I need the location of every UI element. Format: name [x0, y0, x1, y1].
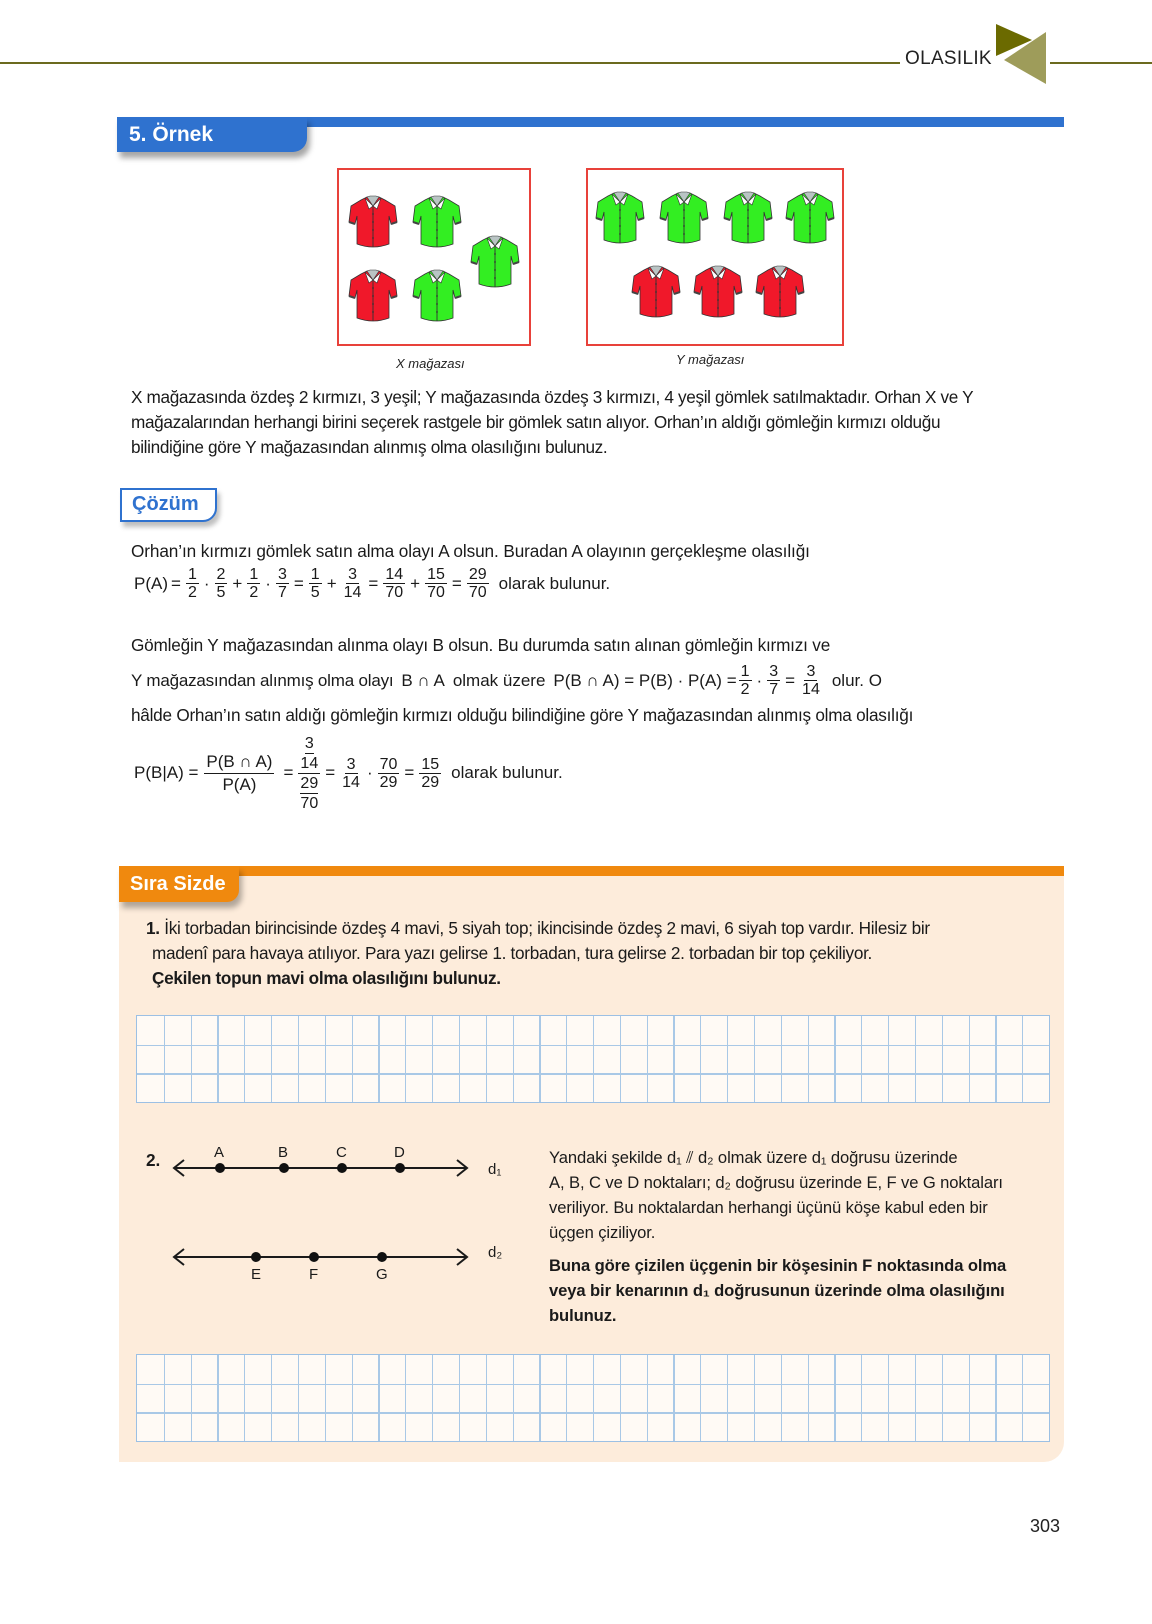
grid-line [942, 1016, 943, 1102]
fraction: $\frac{1}{2}$ [740, 663, 750, 698]
question-number: 1. [146, 918, 160, 938]
grid-line [942, 1355, 943, 1441]
point-d [395, 1163, 405, 1173]
line-d1 [174, 1145, 501, 1178]
grid-line [298, 1016, 299, 1102]
eq1-suffix: olarak bulunur. [498, 573, 611, 593]
event-ba: B ∩ A [401, 670, 445, 690]
grid-line [325, 1355, 326, 1441]
example-question [131, 385, 1061, 460]
grid-line [378, 1016, 379, 1102]
fraction: $\frac{15}{70}$ [427, 566, 445, 601]
fraction: $\frac{3}{7}$ [769, 663, 779, 698]
eq2-suffix: olur. O [831, 670, 882, 690]
grid-line [647, 1355, 648, 1441]
store-x-image [337, 168, 531, 346]
grid-line [539, 1016, 540, 1102]
grid-line [861, 1355, 862, 1441]
grid-line [620, 1016, 621, 1102]
grid-line [244, 1355, 245, 1441]
label-d1: d₁ [488, 1161, 502, 1178]
green-shirt-icon [722, 190, 774, 246]
grid-line [915, 1016, 916, 1102]
eq3-suffix: olarak bulunur. [451, 763, 563, 782]
grid-line [1022, 1355, 1023, 1441]
store-y-caption: Y mağazası [676, 352, 745, 367]
grid-line [459, 1355, 460, 1441]
grid-line [700, 1355, 701, 1441]
fraction: $\frac{1}{5}$ [310, 566, 320, 601]
red-shirt-icon [692, 264, 744, 320]
green-shirt-icon [469, 234, 521, 290]
grid-line [673, 1355, 674, 1441]
label-a: A [214, 1145, 225, 1161]
fraction: $\frac{3}{7}$ [277, 566, 287, 601]
answer-grid-1[interactable] [136, 1015, 1050, 1103]
point-e [251, 1252, 261, 1262]
grid-line [888, 1355, 889, 1441]
label-d2: d₂ [488, 1244, 503, 1261]
green-shirt-icon [658, 190, 710, 246]
grid-line [378, 1355, 379, 1441]
fraction: $\frac{1}{2}$ [187, 566, 197, 601]
equation-pa: P(A) = $\frac{1}{2}$ · $\frac{2}{5}$ + $\frac{1}{2}$ · $\frac{3}{7}$ = $\frac{1}{5}$ + $\frac{3}{14}$ = $\frac{14}{70}$ + $\frac{15}{70}$ = $\frac{29}{70}$ olarak bulunur. [134, 566, 611, 601]
grid-line [1022, 1016, 1023, 1102]
practice-question-1: 1. İki torbadan birincisinde özdeş 4 mavi, 5 siyah top; ikincisinde özdeş 2 mavi, 6 siyah top vardır. Hilesiz bir madenî para havaya atılıyor. Para yazı gelirse 1. torbadan, tura gelirse 2. torbadan bir top çekiliyor. Çekilen topun mavi olma olasılığını bulunuz. [146, 918, 930, 988]
page-number: 303 [1030, 1516, 1061, 1536]
grid-line [137, 1073, 1049, 1075]
grid-line [808, 1016, 809, 1102]
store-x-caption: X mağazası [396, 356, 465, 371]
fraction-main: $\frac{P(B \cap A)}{P(A)}$ [206, 751, 273, 794]
question-line: mağazalarından herhangi birini seçerek rastgele bir gömlek satın alıyor. Orhan’ın aldığı gömleğin kırmızı olduğu [131, 412, 941, 432]
grid-line [781, 1355, 782, 1441]
question-line: X mağazasında özdeş 2 kırmızı, 3 yeşil; Y mağazasında özdeş 3 kırmızı, 4 yeşil gömlek satılmaktadır. Orhan X ve Y [131, 387, 974, 407]
grid-line [137, 1412, 1049, 1414]
label-g: G [376, 1266, 388, 1283]
grid-line [969, 1355, 970, 1441]
eq2-lhs: P(B ∩ A) = P(B) · P(A) = [553, 670, 737, 690]
line-d2 [174, 1244, 502, 1283]
line3-mid: olmak üzere [452, 670, 546, 690]
answer-grid-2[interactable] [136, 1354, 1050, 1442]
grid-line [834, 1355, 835, 1441]
point-b [279, 1163, 289, 1173]
label-d: D [394, 1145, 405, 1161]
grid-line [915, 1355, 916, 1441]
label-c: C [336, 1145, 347, 1161]
grid-line [566, 1016, 567, 1102]
grid-line [673, 1016, 674, 1102]
eq1-lhs: P(A) [134, 573, 168, 593]
grid-line [352, 1016, 353, 1102]
fraction: $\frac{14}{70}$ [385, 566, 404, 601]
point-c [337, 1163, 347, 1173]
fraction: $\frac{1}{2}$ [249, 566, 259, 601]
grid-line [486, 1016, 487, 1102]
grid-line [620, 1355, 621, 1441]
grid-line [754, 1355, 755, 1441]
label-f: F [309, 1266, 319, 1283]
practice-question-2: Yandaki şekilde d₁ ⫽ d₂ olmak üzere d₁ doğrusu üzerinde A, B, C ve D noktaları; d₂ doğrusu üzerinde E, F ve G noktaları veriliyor. Bu noktalardan herhangi üçünü köşe kabul eden bir üçgen çiziliyor. Buna göre çizilen üçgenin bir köşesinin F noktasında olma veya bir kenarının d₁ doğrusunun üzerinde olma olasılığını bulunuz. [549, 1148, 1007, 1325]
grid-line [164, 1355, 165, 1441]
grid-line [727, 1355, 728, 1441]
grid-line [593, 1016, 594, 1102]
grid-line [405, 1016, 406, 1102]
grid-line [271, 1016, 272, 1102]
header-rule-left [0, 62, 900, 64]
chapter-logo-icon [994, 24, 1046, 84]
line3-prefix: Y mağazasından alınmış olma olayı [131, 670, 394, 690]
red-shirt-icon [347, 194, 399, 250]
solution-line-2: Gömleğin Y mağazasından alınma olayı B olsun. Bu durumda satın alınan gömleğin kırmızı ve [131, 635, 831, 655]
fraction: $\frac{3}{14}$ [802, 663, 820, 698]
fraction: $\frac{29}{70}$ [468, 566, 487, 601]
green-shirt-icon [594, 190, 646, 246]
point-g [377, 1252, 387, 1262]
grid-line [593, 1355, 594, 1441]
grid-line [700, 1016, 701, 1102]
label-e: E [251, 1266, 262, 1283]
fraction: $\frac{15}{29}$ [421, 755, 440, 791]
grid-line [325, 1016, 326, 1102]
header-rule-right [1050, 62, 1152, 64]
grid-line [888, 1016, 889, 1102]
grid-line [352, 1355, 353, 1441]
parallel-lines-diagram [170, 1145, 530, 1295]
green-shirt-icon [411, 268, 463, 324]
grid-line [727, 1016, 728, 1102]
eq3-lhs: P(B|A) = [134, 763, 199, 782]
grid-line [164, 1016, 165, 1102]
grid-line [513, 1016, 514, 1102]
red-shirt-icon [347, 268, 399, 324]
grid-line [217, 1355, 218, 1441]
complex-fraction: 3 14 29 70 [300, 734, 319, 812]
question-number: 2. [146, 1150, 161, 1170]
grid-line [137, 1384, 1049, 1386]
grid-line [781, 1016, 782, 1102]
grid-line [405, 1355, 406, 1441]
equation-pba: Y mağazasından alınmış olma olayı B ∩ A olmak üzere P(B ∩ A) = P(B) · P(A) = $\frac{1}{2}$ · $\frac{3}{7}$ = $\frac{3}{14}$ olur. O [131, 663, 882, 698]
grid-line [191, 1016, 192, 1102]
label-b: B [278, 1145, 289, 1161]
point-f [309, 1252, 319, 1262]
grid-line [995, 1016, 996, 1102]
grid-line [834, 1016, 835, 1102]
grid-line [566, 1355, 567, 1441]
practice-header-bar [119, 866, 1064, 876]
green-shirt-icon [411, 194, 463, 250]
point-a [215, 1163, 225, 1173]
example-title: 5. Örnek [117, 117, 307, 152]
grid-line [432, 1016, 433, 1102]
equation-conditional: P(B|A) = $\frac{P(B \cap A)}{P(A)}$ = 3 14 29 70 = $\frac{3}{14}$ · $\frac{70}{29}$ = $\frac{15}{29}$ olarak bulunur. [134, 734, 563, 812]
solution-line-4: hâlde Orhan’ın satın aldığı gömleğin kırmızı olduğu bilindiğine göre Y mağazasından alınmış olma olasılığı [131, 705, 914, 725]
practice-title: Sıra Sizde [119, 866, 239, 902]
grid-line [808, 1355, 809, 1441]
green-shirt-icon [784, 190, 836, 246]
grid-line [513, 1355, 514, 1441]
grid-line [647, 1016, 648, 1102]
grid-line [217, 1016, 218, 1102]
red-shirt-icon [630, 264, 682, 320]
fraction: $\frac{2}{5}$ [216, 566, 226, 601]
grid-line [137, 1045, 1049, 1047]
solution-title: Çözüm [120, 488, 217, 522]
fraction: $\frac{70}{29}$ [379, 755, 398, 791]
grid-line [539, 1355, 540, 1441]
grid-line [432, 1355, 433, 1441]
question-line: bilindiğine göre Y mağazasından alınmış olma olasılığını bulunuz. [131, 437, 608, 457]
fraction: $\frac{3}{14}$ [342, 755, 360, 791]
grid-line [244, 1016, 245, 1102]
grid-line [486, 1355, 487, 1441]
grid-line [754, 1016, 755, 1102]
red-shirt-icon [754, 264, 806, 320]
grid-line [995, 1355, 996, 1441]
solution-line-1: Orhan’ın kırmızı gömlek satın alma olayı A olsun. Buradan A olayının gerçekleşme olasılığı [131, 541, 810, 561]
grid-line [191, 1355, 192, 1441]
chapter-title: OLASILIK [905, 48, 992, 69]
grid-line [861, 1016, 862, 1102]
grid-line [459, 1016, 460, 1102]
grid-line [969, 1016, 970, 1102]
grid-line [298, 1355, 299, 1441]
store-y-image [586, 168, 844, 346]
grid-line [271, 1355, 272, 1441]
fraction: $\frac{3}{14}$ [343, 566, 362, 601]
